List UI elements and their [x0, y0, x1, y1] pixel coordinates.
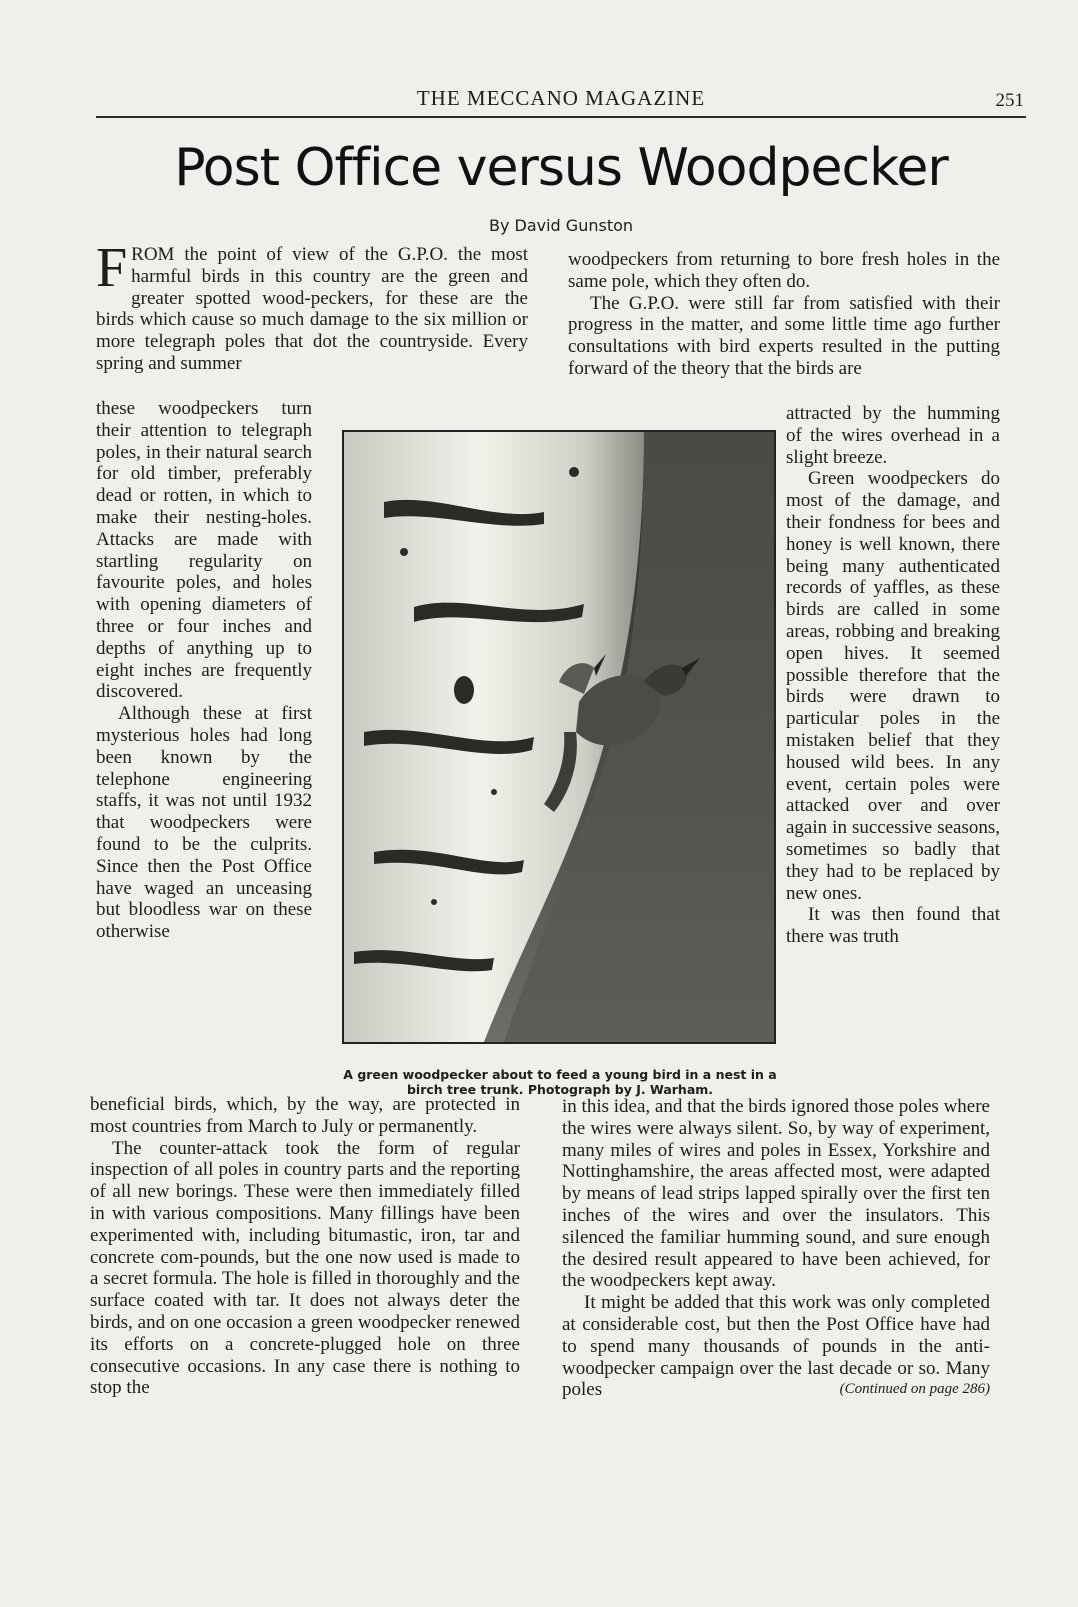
paragraph-2: Although these at first mysterious holes had long been known by the telephone engineering staffs, it was not until 1932 that woodpeckers were found to be the culprits. Since then the Post Office have waged an unceasing but bloodless war on these otherwise: [96, 703, 312, 943]
column-2-bottom: [562, 1096, 990, 1401]
paragraph-continuation: woodpeckers from returning to bore fresh holes in the same pole, which they often do.: [568, 249, 1000, 292]
photo-caption: A green woodpecker about to feed a young bird in a nest in a birch tree trunk. Photograph by J. Warham.: [343, 1067, 777, 1097]
column-2-top: [568, 249, 1000, 380]
article-title: Post Office versus Woodpecker: [174, 138, 948, 198]
running-header: [96, 86, 1026, 118]
paragraph-3: The counter-attack took the form of regular inspection of all poles in country parts and the reporting of all new borings. These were then immediately filled in with various compositions. Many fillings have been experimented with, including bitumastic, iron, tar and concrete com-pounds, but the one now used is made to a secret formula. The hole is filled in thoroughly and the surface coated with tar. It does not always deter the birds, and on one occasion a green woodpecker renewed its efforts on a concrete-plugged hole on three consecutive occasions. In any case there is nothing to stop the: [90, 1137, 520, 1399]
paragraph-6-continued: in this idea, and that the birds ignored those poles where the wires were always silent. So, by way of experiment, many miles of wires and poles in Essex, Yorkshire and Nottinghamshire, the areas affected most, were adapted by means of lead strips lapped spirally over the first ten inches of the wires and over the insulators. This silenced the familiar humming sound, and sure enough the desired result appeared to have been achieved, for the woodpeckers kept away.: [562, 1096, 990, 1292]
paragraph-2-continued: beneficial birds, which, by the way, are protected in most countries from March to July or permanently.: [90, 1094, 520, 1137]
paragraph-6-opening: It was then found that there was truth: [786, 904, 1000, 948]
paragraph-1-opening: [96, 237, 528, 375]
continued-note: (Continued on page 286): [839, 1381, 990, 1398]
page-number: 251: [995, 90, 1024, 111]
byline: By David Gunston: [488, 216, 634, 235]
paragraph-4-continued: attracted by the humming of the wires overhead in a slight breeze.: [786, 403, 1000, 468]
woodpecker-photo: [342, 430, 776, 1044]
paragraph-7: [562, 1292, 990, 1401]
photo-illustration: [344, 432, 774, 1042]
magazine-title: THE MECCANO MAGAZINE: [416, 86, 706, 110]
paragraph-7-text: It might be added that this work was only completed at considerable cost, but then the Post Office have had to spend many thousands of pounds in the anti-woodpecker campaign over the last decade or so. Many poles: [562, 1292, 990, 1401]
paragraph-4: The G.P.O. were still far from satisfied with their progress in the matter, and some little time ago further consultations with bird experts resulted in the putting forward of the theory that the birds are: [568, 292, 1000, 379]
paragraph-1-continued: these woodpeckers turn their attention to telegraph poles, in their natural search for old timber, preferably dead or rotten, in which to make their nesting-holes. Attacks are made with startling regularity on favourite poles, and holes with opening diameters of three or four inches and depths of anything up to eight inches are frequently discovered.: [96, 398, 312, 703]
column-1-top: [96, 237, 528, 375]
column-1-bottom: [90, 1094, 520, 1399]
paragraph-5: Green woodpeckers do most of the damage, and their fondness for bees and honey is well known, there being many authenticated records of yaffles, as these birds are called in some areas, robbing and breaking open hives. It seemed possible therefore that the birds were drawn to particular poles in the mistaken belief that they housed wild bees. In any event, certain poles were attacked over and over again in successive seasons, sometimes so badly that they had to be replaced by new ones.: [786, 468, 1000, 904]
drop-cap: F: [96, 237, 128, 299]
column-2-narrow: [786, 403, 1000, 948]
paragraph-1-text: ROM the point of view of the G.P.O. the most harmful birds in this country are the green and greater spotted wood-peckers, for these are the birds which cause so much damage to the six million or more telegraph poles that dot the countryside. Every spring and summer: [96, 244, 528, 374]
column-1-narrow: [96, 398, 312, 943]
